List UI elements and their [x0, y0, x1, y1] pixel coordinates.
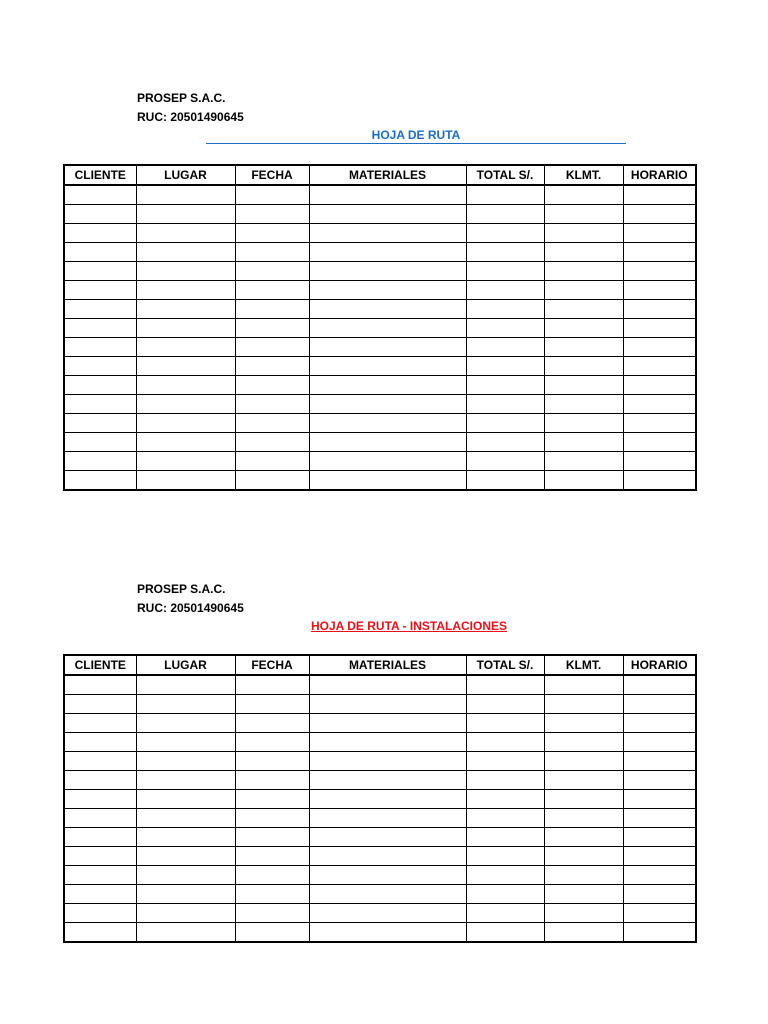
table-row	[64, 752, 696, 771]
table-cell	[466, 471, 544, 491]
table-cell	[466, 185, 544, 205]
table-cell	[309, 828, 466, 847]
table-cell	[235, 319, 309, 338]
table-cell	[136, 471, 235, 491]
column-header-cliente: CLIENTE	[64, 165, 136, 185]
table-cell	[235, 828, 309, 847]
table-cell	[136, 376, 235, 395]
column-header-cliente: CLIENTE	[64, 655, 136, 675]
table-cell	[235, 714, 309, 733]
table-cell	[466, 752, 544, 771]
column-header-horario: HORARIO	[623, 655, 696, 675]
table-cell	[136, 923, 235, 943]
table-cell	[623, 185, 696, 205]
column-header-total: TOTAL S/.	[466, 165, 544, 185]
table-cell	[136, 224, 235, 243]
table-cell	[623, 319, 696, 338]
table-cell	[64, 357, 136, 376]
table-cell	[623, 675, 696, 695]
table-cell	[235, 300, 309, 319]
table-cell	[623, 714, 696, 733]
table-cell	[64, 376, 136, 395]
table-row	[64, 847, 696, 866]
column-header-lugar: LUGAR	[136, 165, 235, 185]
route-table	[63, 654, 697, 943]
column-header-klmt: KLMT.	[544, 165, 623, 185]
table-cell	[309, 847, 466, 866]
table-cell	[309, 733, 466, 752]
table-cell	[136, 714, 235, 733]
table-cell	[544, 300, 623, 319]
table-row	[64, 866, 696, 885]
table-cell	[544, 433, 623, 452]
table-row	[64, 904, 696, 923]
table-cell	[64, 752, 136, 771]
table-cell	[544, 338, 623, 357]
table-cell	[623, 262, 696, 281]
table-row	[64, 243, 696, 262]
table-cell	[309, 904, 466, 923]
table-cell	[623, 471, 696, 491]
table-cell	[623, 752, 696, 771]
table-header-row	[64, 655, 696, 675]
table-cell	[466, 847, 544, 866]
table-cell	[544, 376, 623, 395]
table-cell	[309, 452, 466, 471]
table-cell	[136, 185, 235, 205]
table-cell	[136, 847, 235, 866]
table-cell	[623, 809, 696, 828]
table-cell	[136, 243, 235, 262]
table-cell	[623, 281, 696, 300]
table-cell	[623, 771, 696, 790]
table-row	[64, 338, 696, 357]
table-cell	[64, 771, 136, 790]
table-row	[64, 395, 696, 414]
table-cell	[466, 923, 544, 943]
table-row	[64, 452, 696, 471]
table-cell	[309, 395, 466, 414]
column-header-klmt: KLMT.	[544, 655, 623, 675]
table-cell	[309, 714, 466, 733]
table-cell	[544, 866, 623, 885]
table-cell	[544, 471, 623, 491]
table-cell	[64, 243, 136, 262]
table-cell	[623, 338, 696, 357]
table-cell	[544, 224, 623, 243]
table-row	[64, 319, 696, 338]
company-name: PROSEP S.A.C.	[137, 582, 226, 596]
column-header-materiales: MATERIALES	[309, 655, 466, 675]
table-cell	[466, 790, 544, 809]
table-cell	[235, 675, 309, 695]
table-cell	[235, 695, 309, 714]
table-cell	[544, 904, 623, 923]
table-cell	[64, 414, 136, 433]
table-cell	[623, 357, 696, 376]
table-cell	[136, 790, 235, 809]
table-cell	[235, 923, 309, 943]
table-row	[64, 414, 696, 433]
table-cell	[64, 675, 136, 695]
table-row	[64, 809, 696, 828]
table-cell	[235, 471, 309, 491]
table-cell	[235, 771, 309, 790]
table-cell	[466, 809, 544, 828]
table-cell	[623, 300, 696, 319]
table-cell	[309, 319, 466, 338]
table-cell	[136, 675, 235, 695]
table-cell	[623, 376, 696, 395]
table-row	[64, 357, 696, 376]
table-cell	[235, 752, 309, 771]
table-cell	[544, 281, 623, 300]
table-row	[64, 885, 696, 904]
table-cell	[466, 433, 544, 452]
table-cell	[136, 433, 235, 452]
table-cell	[466, 452, 544, 471]
table-cell	[235, 338, 309, 357]
table-cell	[235, 414, 309, 433]
table-cell	[623, 866, 696, 885]
table-cell	[235, 224, 309, 243]
table-cell	[64, 828, 136, 847]
table-cell	[136, 904, 235, 923]
table-cell	[544, 452, 623, 471]
table-cell	[544, 828, 623, 847]
table-cell	[623, 695, 696, 714]
table-cell	[235, 376, 309, 395]
table-cell	[309, 262, 466, 281]
table-cell	[466, 319, 544, 338]
table-cell	[136, 395, 235, 414]
table-cell	[544, 185, 623, 205]
table-cell	[544, 395, 623, 414]
column-header-materiales: MATERIALES	[309, 165, 466, 185]
table-cell	[623, 433, 696, 452]
table-cell	[136, 452, 235, 471]
table-row	[64, 695, 696, 714]
table-row	[64, 185, 696, 205]
table-cell	[309, 338, 466, 357]
table-cell	[64, 904, 136, 923]
table-cell	[235, 433, 309, 452]
table-cell	[64, 224, 136, 243]
table-cell	[136, 695, 235, 714]
table-cell	[466, 714, 544, 733]
table-cell	[623, 452, 696, 471]
table-cell	[309, 866, 466, 885]
table-cell	[64, 185, 136, 205]
table-cell	[466, 281, 544, 300]
table-cell	[309, 243, 466, 262]
table-cell	[544, 923, 623, 943]
table-row	[64, 300, 696, 319]
table-cell	[466, 771, 544, 790]
sheet-title: HOJA DE RUTA	[206, 128, 626, 144]
table-cell	[64, 733, 136, 752]
table-cell	[544, 243, 623, 262]
table-cell	[64, 695, 136, 714]
table-cell	[235, 262, 309, 281]
table-cell	[309, 771, 466, 790]
table-cell	[623, 828, 696, 847]
table-cell	[136, 885, 235, 904]
table-cell	[235, 790, 309, 809]
table-cell	[235, 395, 309, 414]
table-cell	[623, 733, 696, 752]
table-cell	[466, 357, 544, 376]
sheet-title: HOJA DE RUTA - INSTALACIONES	[311, 619, 508, 633]
route-table	[63, 164, 697, 491]
table-cell	[136, 733, 235, 752]
table-cell	[544, 714, 623, 733]
table-cell	[544, 205, 623, 224]
table-cell	[64, 714, 136, 733]
table-cell	[466, 695, 544, 714]
table-cell	[309, 224, 466, 243]
table-cell	[136, 752, 235, 771]
table-cell	[466, 395, 544, 414]
table-header-row	[64, 165, 696, 185]
table-row	[64, 376, 696, 395]
table-cell	[309, 790, 466, 809]
company-ruc: RUC: 20501490645	[137, 601, 244, 615]
table-cell	[466, 675, 544, 695]
table-row	[64, 733, 696, 752]
table-cell	[623, 904, 696, 923]
table-cell	[466, 885, 544, 904]
table-cell	[623, 790, 696, 809]
table-row	[64, 281, 696, 300]
table-cell	[466, 414, 544, 433]
table-cell	[544, 733, 623, 752]
table-cell	[235, 452, 309, 471]
table-cell	[64, 281, 136, 300]
table-cell	[544, 357, 623, 376]
table-cell	[544, 319, 623, 338]
table-cell	[235, 205, 309, 224]
company-name: PROSEP S.A.C.	[137, 91, 226, 105]
table-cell	[623, 847, 696, 866]
table-cell	[309, 471, 466, 491]
table-cell	[136, 338, 235, 357]
table-cell	[309, 357, 466, 376]
table-cell	[466, 338, 544, 357]
table-cell	[136, 414, 235, 433]
table-cell	[64, 847, 136, 866]
table-row	[64, 433, 696, 452]
table-cell	[623, 395, 696, 414]
table-cell	[235, 281, 309, 300]
table-cell	[64, 262, 136, 281]
table-cell	[136, 828, 235, 847]
table-row	[64, 262, 696, 281]
table-cell	[623, 923, 696, 943]
table-cell	[623, 243, 696, 262]
company-ruc: RUC: 20501490645	[137, 110, 244, 124]
column-header-lugar: LUGAR	[136, 655, 235, 675]
table-cell	[235, 243, 309, 262]
table-cell	[136, 771, 235, 790]
table-cell	[64, 395, 136, 414]
table-cell	[309, 185, 466, 205]
table-cell	[64, 471, 136, 491]
table-cell	[309, 695, 466, 714]
table-cell	[544, 414, 623, 433]
table-cell	[466, 376, 544, 395]
table-cell	[623, 885, 696, 904]
table-row	[64, 675, 696, 695]
table-cell	[64, 923, 136, 943]
table-cell	[64, 433, 136, 452]
table-cell	[466, 300, 544, 319]
table-row	[64, 923, 696, 943]
table-cell	[544, 847, 623, 866]
table-cell	[623, 205, 696, 224]
table-cell	[544, 262, 623, 281]
table-cell	[466, 866, 544, 885]
table-cell	[544, 695, 623, 714]
table-cell	[136, 809, 235, 828]
table-cell	[235, 885, 309, 904]
table-row	[64, 471, 696, 491]
table-cell	[136, 281, 235, 300]
table-cell	[544, 771, 623, 790]
table-cell	[309, 675, 466, 695]
table-cell	[235, 847, 309, 866]
table-row	[64, 205, 696, 224]
table-cell	[64, 319, 136, 338]
table-cell	[466, 243, 544, 262]
table-cell	[309, 885, 466, 904]
table-cell	[544, 885, 623, 904]
table-cell	[136, 357, 235, 376]
table-row	[64, 714, 696, 733]
table-cell	[136, 319, 235, 338]
table-cell	[466, 205, 544, 224]
table-row	[64, 790, 696, 809]
table-cell	[64, 790, 136, 809]
table-cell	[136, 262, 235, 281]
table-cell	[544, 752, 623, 771]
table-cell	[136, 300, 235, 319]
column-header-fecha: FECHA	[235, 165, 309, 185]
table-cell	[136, 866, 235, 885]
column-header-horario: HORARIO	[623, 165, 696, 185]
table-cell	[235, 809, 309, 828]
table-cell	[544, 675, 623, 695]
table-cell	[235, 866, 309, 885]
table-cell	[309, 809, 466, 828]
table-cell	[64, 205, 136, 224]
table-cell	[309, 376, 466, 395]
table-cell	[466, 224, 544, 243]
table-cell	[64, 809, 136, 828]
table-cell	[466, 733, 544, 752]
table-row	[64, 771, 696, 790]
table-cell	[136, 205, 235, 224]
table-cell	[64, 885, 136, 904]
table-cell	[235, 904, 309, 923]
table-cell	[309, 433, 466, 452]
table-cell	[235, 185, 309, 205]
table-cell	[64, 866, 136, 885]
table-cell	[64, 452, 136, 471]
table-cell	[623, 414, 696, 433]
column-header-total: TOTAL S/.	[466, 655, 544, 675]
table-cell	[544, 809, 623, 828]
table-cell	[64, 338, 136, 357]
table-cell	[309, 752, 466, 771]
table-cell	[544, 790, 623, 809]
table-cell	[466, 828, 544, 847]
table-cell	[235, 733, 309, 752]
table-cell	[466, 904, 544, 923]
table-row	[64, 828, 696, 847]
table-cell	[466, 262, 544, 281]
table-cell	[309, 205, 466, 224]
table-cell	[309, 281, 466, 300]
column-header-fecha: FECHA	[235, 655, 309, 675]
table-cell	[309, 300, 466, 319]
table-cell	[309, 923, 466, 943]
table-cell	[309, 414, 466, 433]
table-cell	[235, 357, 309, 376]
table-cell	[64, 300, 136, 319]
table-row	[64, 224, 696, 243]
table-cell	[623, 224, 696, 243]
